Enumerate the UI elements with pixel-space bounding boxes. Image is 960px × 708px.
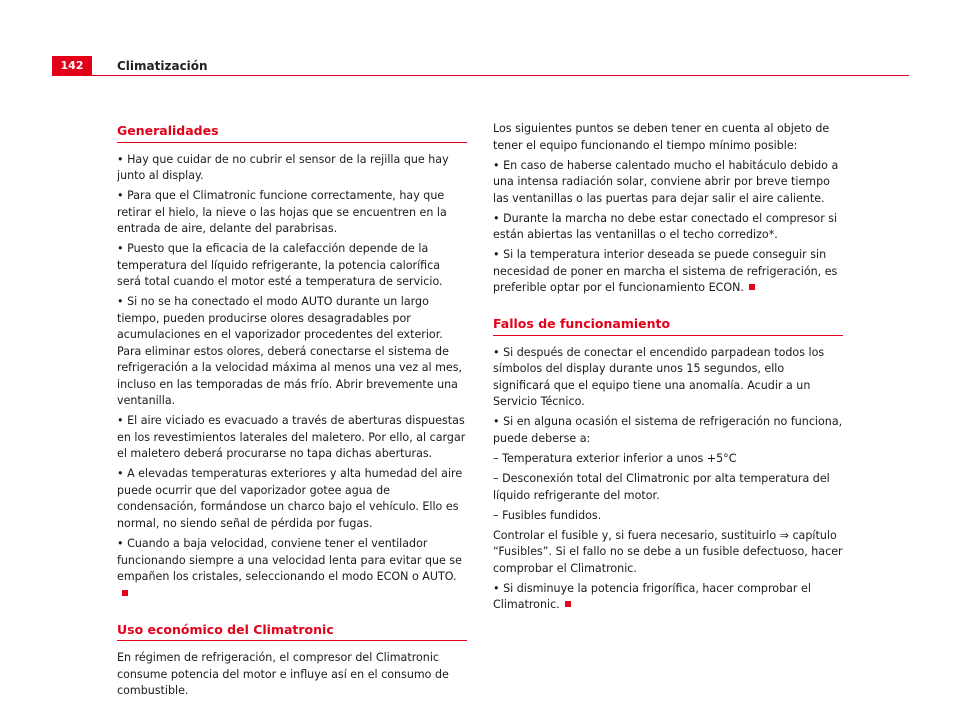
paragraph: • Para que el Climatronic funcione correctamente, hay que retirar el hielo, la nieve o las hojas que se encuentren en la entrada de aire, delante del parabrisas. [117,189,447,236]
paragraph: • Si después de conectar el encendido parpadean todos los símbolos del display durante unos 15 segundos, ello significará que el equipo tiene una anomalía. Acudir a un Servicio Técnico. [493,345,825,409]
list-item: – Desconexión total del Climatronic por alta temperatura del líquido refrigerante del motor. [493,472,830,502]
section-end-icon [565,601,571,607]
paragraph-text: • Si la temperatura interior deseada se puede conseguir sin necesidad de poner en marcha el sistema de refrigeración, es preferible optar por el funcionamiento ECON. [493,248,838,295]
paragraph: • Durante la marcha no debe estar conectado el compresor si están abiertas las ventanillas o el techo corredizo*. [493,211,838,242]
paragraph: • El aire viciado es evacuado a través de aberturas dispuestas en los revestimientos laterales del maletero. Por ello, al cargar el maletero deberá procurarse no tapa dichas aberturas. [117,414,466,461]
paragraph-text: • Si disminuye la potencia frigorífica, hacer comprobar el Climatronic. [493,581,811,612]
left-column [117,121,467,703]
paragraph: Los siguientes puntos se deben tener en cuenta al objeto de tener el equipo funcionando el tiempo mínimo posible: [493,122,830,152]
paragraph: • Si en alguna ocasión el sistema de refrigeración no funciona, puede deberse a: [493,415,843,445]
paragraph: En régimen de refrigeración, el compresor del Climatronic consume potencia del motor e influye así en el consumo de combustible. [117,651,449,698]
list-item: – Fusibles fundidos. [493,508,602,522]
paragraph [493,247,843,297]
paragraph [493,581,843,614]
page-number: 142 [52,56,92,76]
paragraph: • Hay que cuidar de no cubrir el sensor de la rejilla que hay junto al display. [117,152,449,182]
right-column [493,121,843,618]
section-title-fallos: Fallos de funcionamiento [493,316,843,336]
header-divider [52,75,909,76]
paragraph: • Puesto que la eficacia de la calefacción depende de la temperatura del líquido refrigerante, la potencia calorífica será total cuando el motor esté a temperatura de servicio. [117,242,443,289]
paragraph: • En caso de haberse calentado mucho el habitáculo debido a una intensa radiación solar, conviene abrir por breve tiempo las ventanillas o las puertas para dejar salir el aire caliente. [493,158,839,205]
section-end-icon [122,590,128,596]
paragraph: • A elevadas temperaturas exteriores y alta humedad del aire puede ocurrir que del vaporizador gotee agua de condensación, formándose un charco bajo el vehículo. Ello es normal, no siendo señal de pérdida por fugas. [117,467,463,530]
section-title-uso-economico: Uso económico del Climatronic [117,622,467,642]
section-title-generalidades: Generalidades [117,123,467,143]
list-item: – Temperatura exterior inferior a unos +5°C [493,452,737,466]
paragraph [117,536,467,602]
paragraph: Controlar el fusible y, si fuera necesario, sustituirlo ⇒ capítulo “Fusibles”. Si el fallo no se debe a un fusible defectuoso, hacer comprobar el Climatronic. [493,528,843,575]
section-end-icon [749,284,755,290]
paragraph-text: • Cuando a baja velocidad, conviene tener el ventilador funcionando siempre a una velocidad lenta para evitar que se empañen los cristales, seleccionando el modo ECON o AUTO. [117,537,462,584]
paragraph: • Si no se ha conectado el modo AUTO durante un largo tiempo, pueden producirse olores desagradables por acumulaciones en el vaporizador procedentes del exterior. Para eliminar estos olores, deberá conectarse el sistema de refrigeración a la velocidad máxima al menos una vez al mes, incluso en las temporadas de más frío. Abrir brevemente una ventanilla. [117,295,463,408]
chapter-title: Climatización [117,59,208,73]
